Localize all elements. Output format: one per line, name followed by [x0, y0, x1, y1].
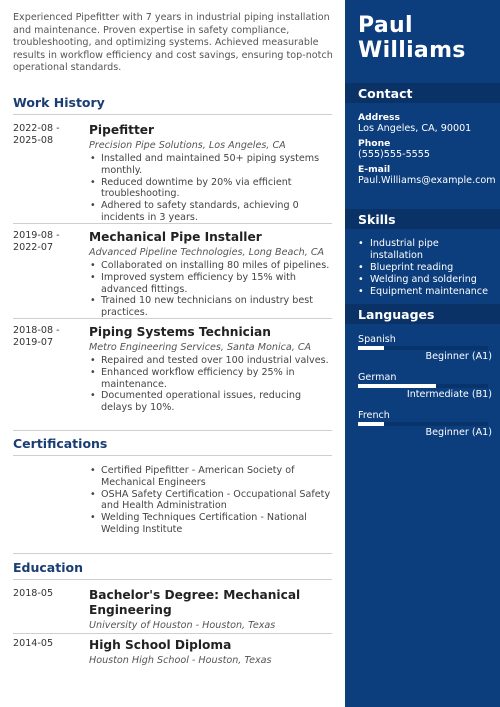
language-name: Spanish	[358, 334, 396, 345]
proficiency-bar-fill	[358, 422, 384, 426]
candidate-name	[345, 0, 500, 63]
work-history-title: Work History	[13, 95, 105, 110]
job-bullets	[89, 260, 334, 319]
certifications-list	[89, 465, 334, 536]
professional-summary: Experienced Pipefitter with 7 years in industrial piping installation and maintenance. Proven expertise in safety compliance, troubleshooting, and optimizing systems. Achieved measurable results in workflow efficiency and cost savings, ensuring top-notch operational standards.	[13, 12, 333, 74]
education-date: 2018-05	[13, 588, 54, 599]
degree-title: Bachelor's Degree: Mechanical Engineering	[89, 588, 301, 617]
last-name: Williams	[358, 38, 466, 63]
job-bullet: • Enhanced workflow efficiency by 25% in maintenance.	[89, 367, 334, 391]
education-entry	[13, 638, 334, 667]
degree-title: High School Diploma	[89, 638, 232, 652]
work-history-section	[13, 95, 332, 115]
job-company: Metro Engineering Services, Santa Monica, CA	[89, 342, 312, 353]
job-bullet: • Reduced downtime by 20% via efficient troubleshooting.	[89, 177, 334, 201]
section-divider	[13, 455, 332, 456]
school-name: University of Houston - Houston, Texas	[89, 620, 276, 631]
job-bullet: • Adhered to safety standards, achieving 0 incidents in 3 years.	[89, 200, 334, 224]
job-entry	[13, 230, 334, 319]
language-item	[358, 334, 493, 363]
skill-item: • Blueprint reading	[358, 262, 493, 274]
email-label: E-mail	[358, 164, 391, 175]
language-level: Beginner (A1)	[425, 427, 492, 438]
job-end-date: 2022-07	[13, 242, 54, 254]
sidebar	[345, 0, 500, 707]
education-title: Education	[13, 560, 83, 575]
skill-item: • Equipment maintenance	[358, 286, 493, 298]
section-divider	[13, 114, 332, 115]
language-item	[358, 410, 493, 439]
email-value: Paul.Williams@example.com	[358, 175, 496, 186]
job-entry	[13, 123, 334, 224]
job-entry	[13, 325, 334, 414]
job-bullet: • Installed and maintained 50+ piping systems monthly.	[89, 153, 334, 177]
skill-item: • Industrial pipe installation	[358, 238, 493, 262]
phone-value: (555)555-5555	[358, 149, 430, 160]
education-entry	[13, 588, 334, 632]
section-divider	[13, 633, 332, 634]
job-dates	[13, 230, 89, 319]
languages-block	[358, 334, 493, 439]
proficiency-bar-fill	[358, 346, 384, 350]
languages-header: Languages	[345, 304, 500, 324]
first-name: Paul	[358, 13, 413, 38]
job-bullet: • Improved system efficiency by 15% with advanced fittings.	[89, 272, 334, 296]
education-section	[13, 560, 332, 580]
language-name: French	[358, 410, 390, 421]
school-name: Houston High School - Houston, Texas	[89, 655, 272, 666]
job-company: Advanced Pipeline Technologies, Long Beach, CA	[89, 247, 325, 258]
job-body	[89, 230, 334, 319]
skills-header: Skills	[345, 209, 500, 229]
job-dates	[13, 123, 89, 224]
proficiency-bar	[358, 346, 488, 350]
phone-label: Phone	[358, 138, 391, 149]
skill-item: • Welding and soldering	[358, 274, 493, 286]
language-level: Intermediate (B1)	[406, 389, 492, 400]
job-company: Precision Pipe Solutions, Los Angeles, CA	[89, 140, 286, 151]
address-label: Address	[358, 112, 400, 123]
job-body	[89, 123, 334, 224]
proficiency-bar	[358, 384, 488, 388]
education-body	[89, 588, 334, 632]
language-item	[358, 372, 493, 401]
job-title: Mechanical Pipe Installer	[89, 230, 262, 244]
proficiency-bar-fill	[358, 384, 436, 388]
section-divider	[13, 430, 332, 431]
section-divider	[13, 318, 332, 319]
education-body	[89, 638, 334, 667]
job-bullet: • Documented operational issues, reducing delays by 10%.	[89, 390, 334, 414]
job-bullet: • Repaired and tested over 100 industrial valves.	[89, 355, 334, 367]
job-end-date: 2019-07	[13, 337, 54, 349]
certification-item: • Certified Pipefitter - American Society of Mechanical Engineers	[89, 465, 334, 489]
proficiency-bar	[358, 422, 488, 426]
job-start-date: 2022-08 -	[13, 123, 60, 134]
contact-header: Contact	[345, 83, 500, 103]
job-bullets	[89, 153, 334, 224]
job-title: Pipefitter	[89, 123, 155, 137]
job-bullet: • Collaborated on installing 80 miles of pipelines.	[89, 260, 334, 272]
certifications-title: Certifications	[13, 436, 108, 451]
job-title: Piping Systems Technician	[89, 325, 271, 339]
language-name: German	[358, 372, 397, 383]
job-dates	[13, 325, 89, 414]
job-start-date: 2019-08 -	[13, 230, 60, 241]
section-divider	[13, 553, 332, 554]
skills-list	[358, 238, 493, 298]
section-divider	[13, 579, 332, 580]
certifications-section	[13, 436, 332, 456]
job-bullet: • Trained 10 new technicians on industry best practices.	[89, 295, 334, 319]
section-divider	[13, 223, 332, 224]
job-end-date: 2025-08	[13, 135, 54, 147]
language-level: Beginner (A1)	[425, 351, 492, 362]
certification-item: • Welding Techniques Certification - National Welding Institute	[89, 512, 334, 536]
address-value: Los Angeles, CA, 90001	[358, 123, 472, 134]
education-date: 2014-05	[13, 638, 54, 649]
job-bullets	[89, 355, 334, 414]
job-body	[89, 325, 334, 414]
job-start-date: 2018-08 -	[13, 325, 60, 336]
contact-block	[358, 112, 496, 190]
certification-item: • OSHA Safety Certification - Occupational Safety and Health Administration	[89, 489, 334, 513]
